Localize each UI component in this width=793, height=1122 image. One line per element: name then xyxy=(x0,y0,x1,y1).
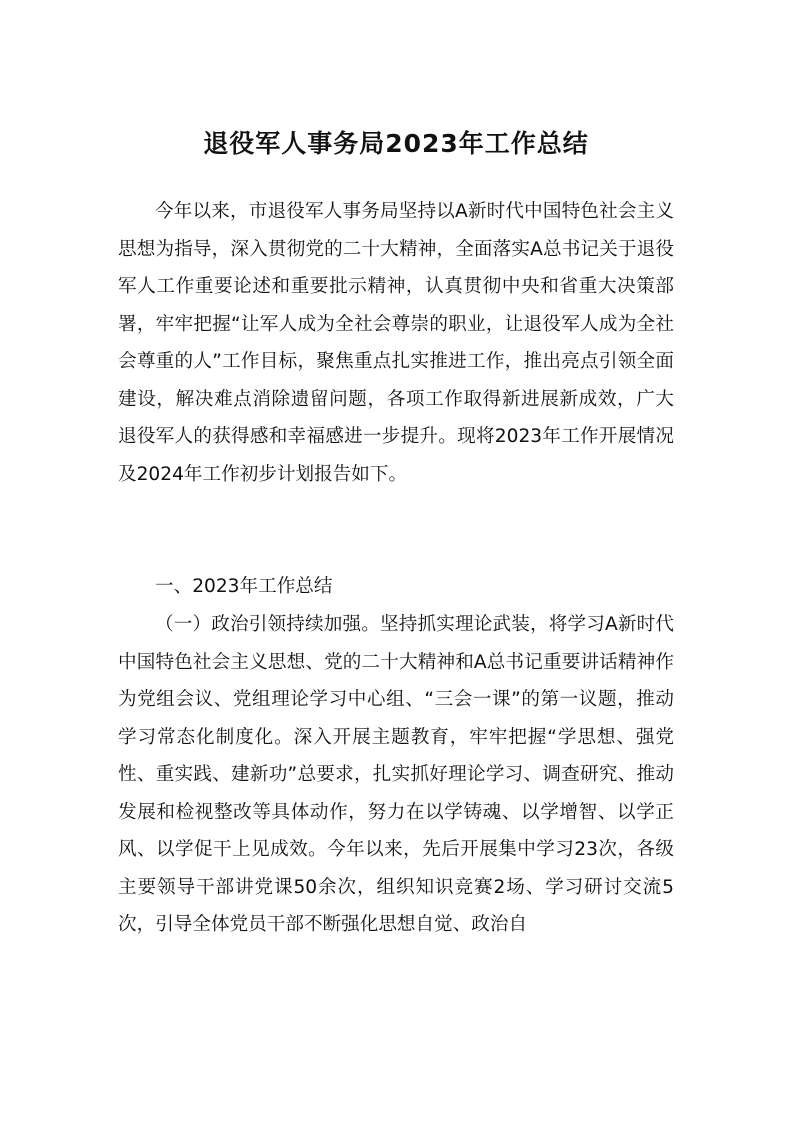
body-paragraph: （一）政治引领持续加强。坚持抓实理论武装，将学习A新时代中国特色社会主义思想、党的二十大精神和A总书记重要讲话精神作为党组会议、党组理论学习中心组、“三会一课”的第一议题，推动学习常态化制度化。深入开展主题教育，牢牢把握“学思想、强党性、重实践、建新功”总要求，扎实抓好理论学习、调查研究、推动发展和检视整改等具体动作，努力在以学铸魂、以学增智、以学正风、以学促干上见成效。今年以来，先后开展集中学习23次，各级主要领导干部讲党课50余次，组织知识竞赛2场、学习研讨交流5次，引导全体党员干部不断强化思想自觉、政治自 xyxy=(118,614,674,935)
section-heading: 一、2023年工作总结 xyxy=(155,576,333,597)
document-title: 退役军人事务局2023年工作总结 xyxy=(203,129,589,158)
document-page xyxy=(118,0,674,1122)
intro-paragraph: 今年以来，市退役军人事务局坚持以A新时代中国特色社会主义思想为指导，深入贯彻党的二十大精神，全面落实A总书记关于退役军人工作重要论述和重要批示精神，认真贯彻中央和省重大决策部署，牢牢把握“让军人成为全社会尊崇的职业，让退役军人成为全社会尊重的人”工作目标，聚焦重点扎实推进工作，推出亮点引领全面建设，解决难点消除遗留问题，各项工作取得新进展新成效，广大退役军人的获得感和幸福感进一步提升。现将2023年工作开展情况及2024年工作初步计划报告如下。 xyxy=(118,201,674,485)
